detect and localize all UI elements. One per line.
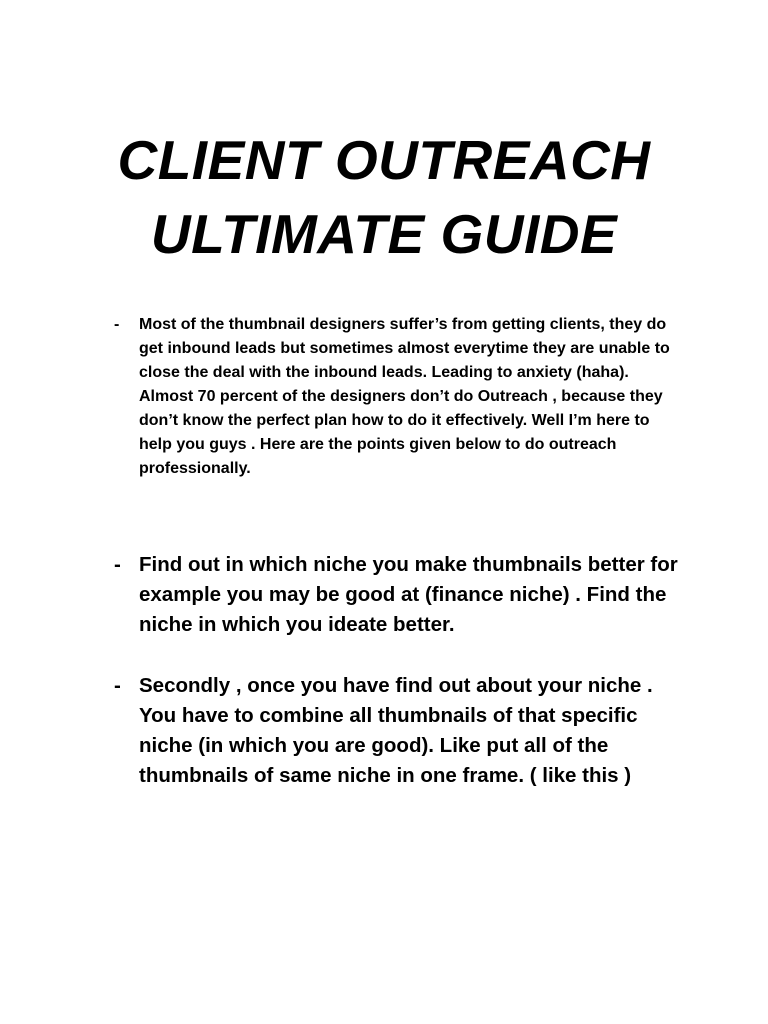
- bullet-marker: -: [114, 316, 120, 333]
- bullet-combine-thumbnails: [114, 671, 684, 791]
- bullet-find-niche: [114, 550, 684, 640]
- bullet-text: Find out in which niche you make thumbnails better for example you may be good at (finance niche) . Find the niche in which you ideate better.: [139, 553, 678, 636]
- list-item: [114, 313, 684, 481]
- title-line-2: ULTIMATE GUIDE: [150, 202, 618, 265]
- list-item: [114, 550, 684, 640]
- bullet-text: Secondly , once you have find out about your niche . You have to combine all thumbnails of that specific niche (in which you are good). Like put all of the thumbnails of same niche in one frame. ( like this ): [139, 674, 653, 787]
- bullet-marker: -: [114, 553, 121, 576]
- bullet-intro: [114, 313, 684, 481]
- list-item: [114, 671, 684, 791]
- bullet-text: Most of the thumbnail designers suffer’s from getting clients, they do get inbound leads but sometimes almost everytime they are unable to close the deal with the inbound leads. Leading to anxiety (haha). Almost 70 percent of the designers don’t do Outreach , because they don’t know the perfect plan how to do it effectively. Well I’m here to help you guys . Here are the points given below to do outreach professionally.: [139, 316, 670, 477]
- title-line-1: CLIENT OUTREACH: [117, 128, 651, 191]
- page-title: [0, 123, 768, 271]
- bullet-marker: -: [114, 674, 121, 697]
